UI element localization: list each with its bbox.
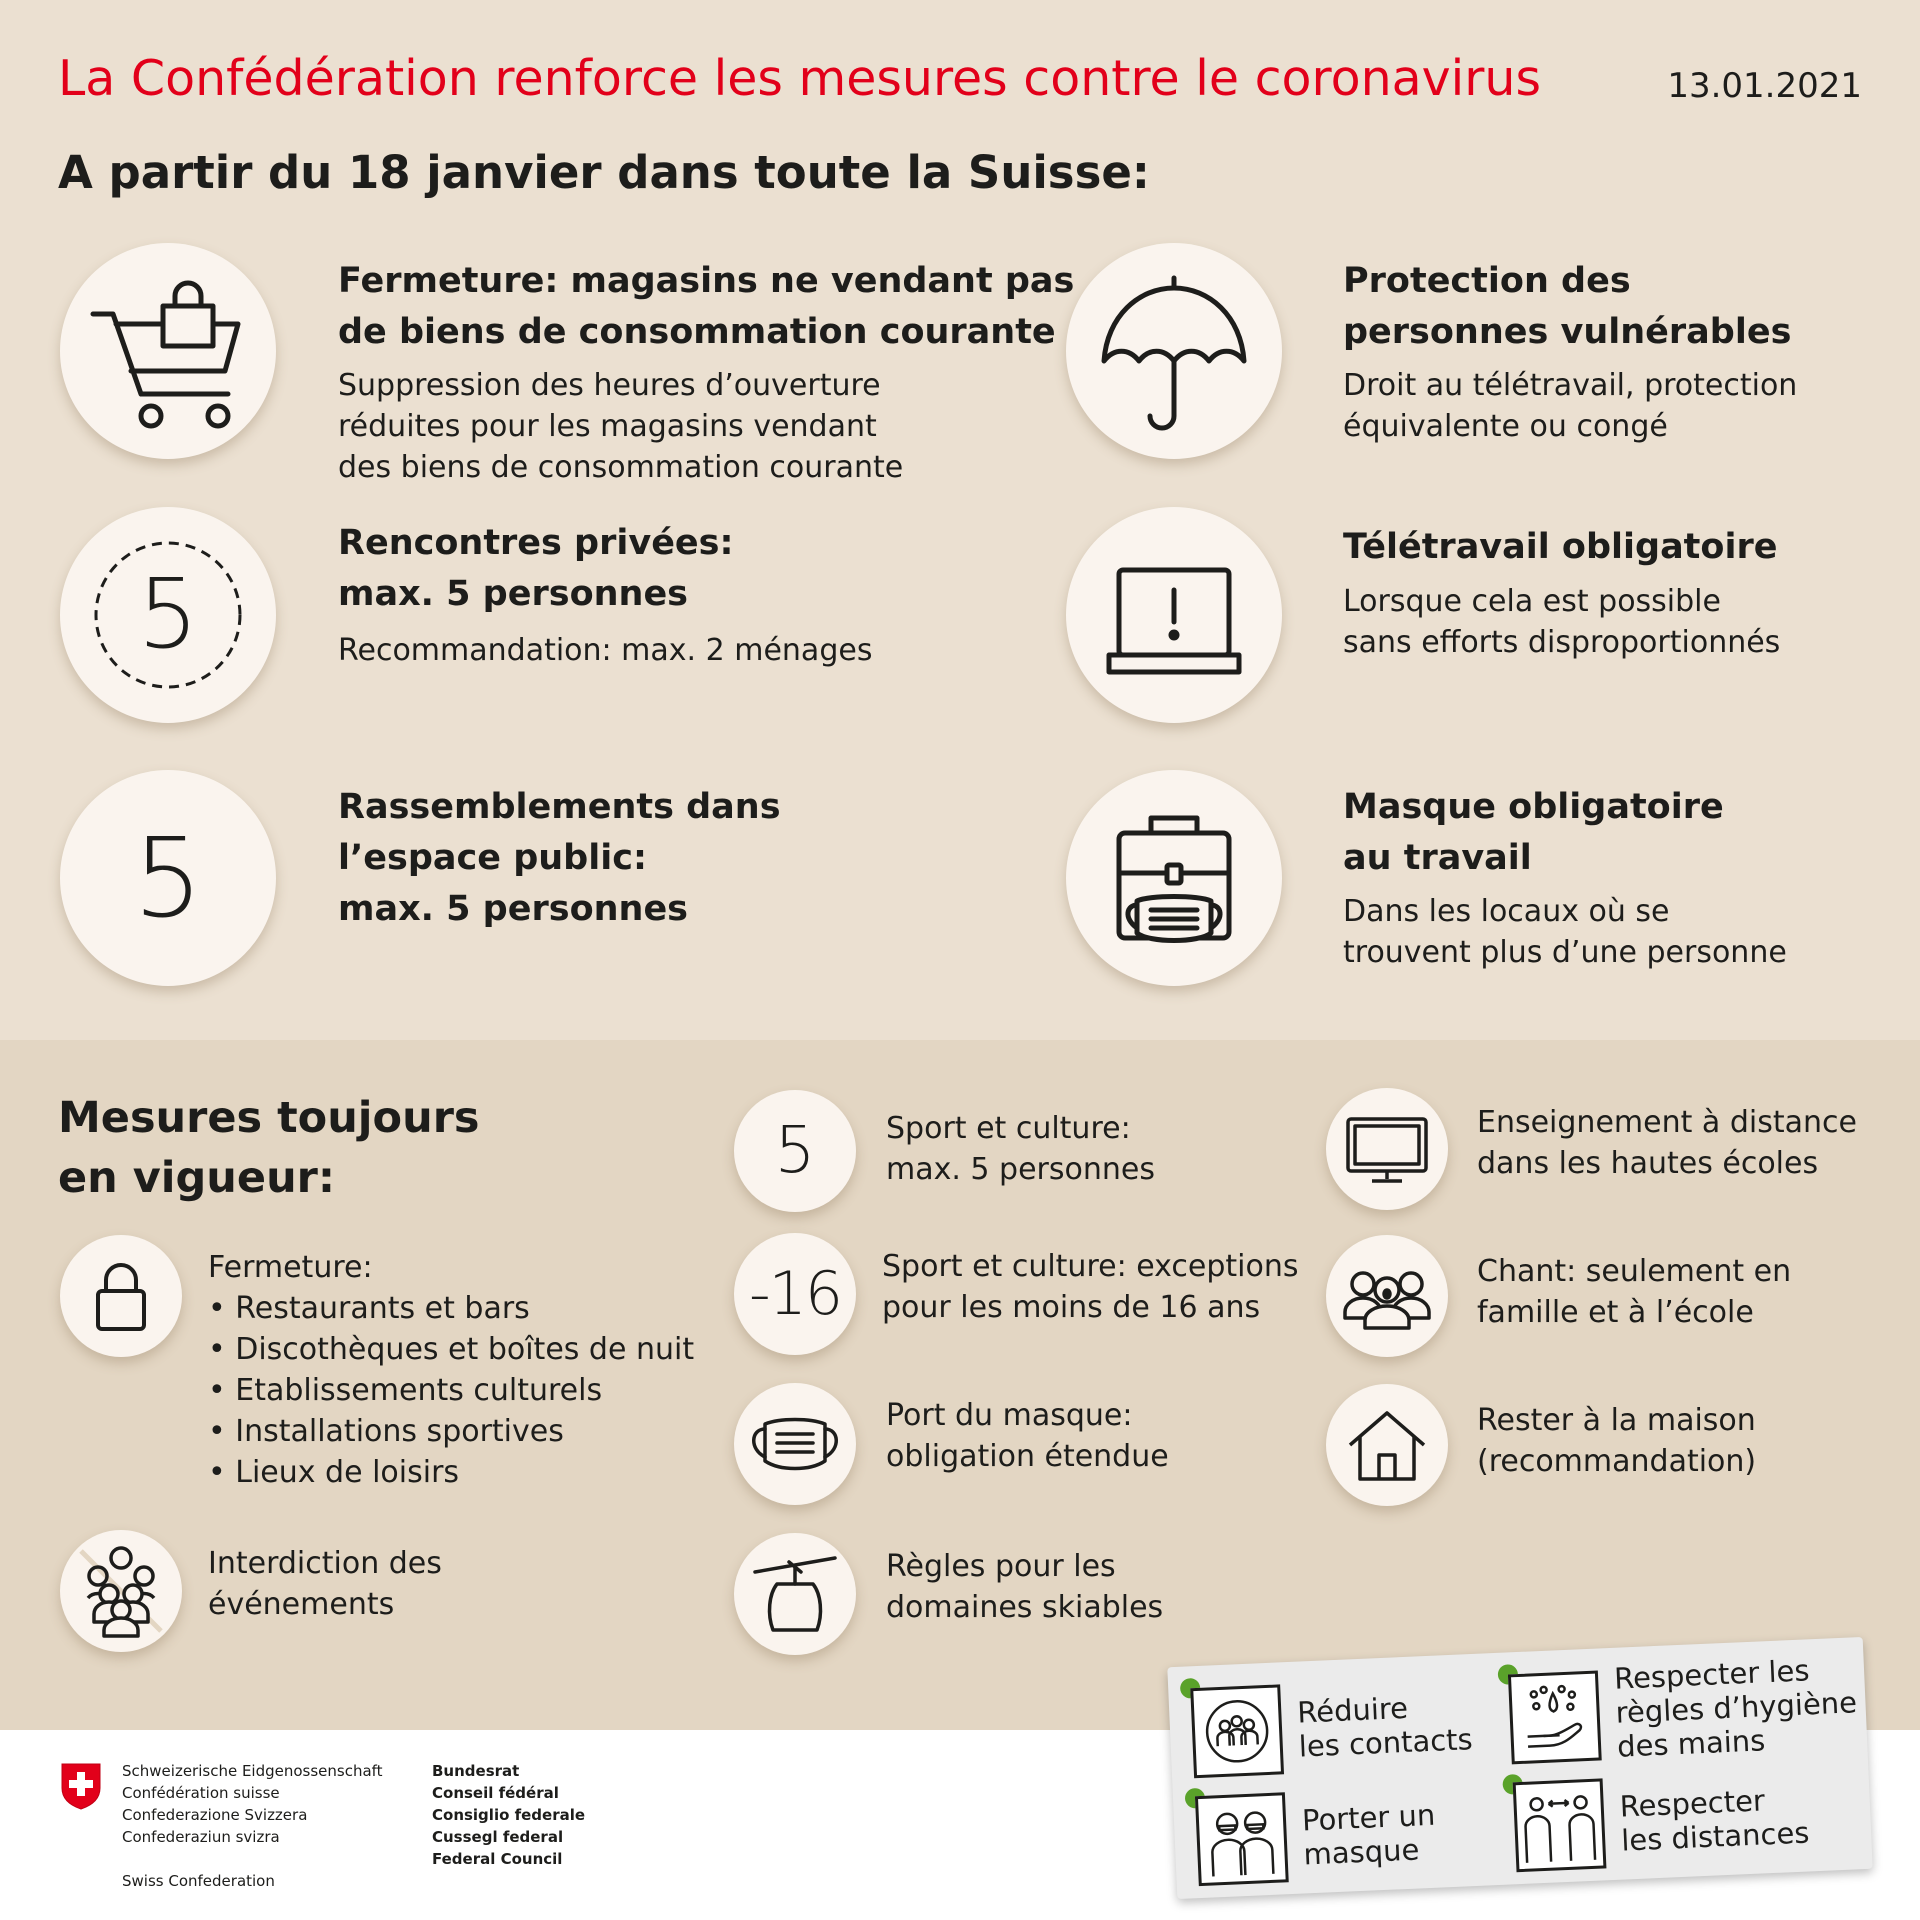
measure-homeoffice-title: Télétravail obligatoire: [1343, 527, 1778, 567]
face-mask-icon: [734, 1383, 856, 1505]
sport-text: Sport et culture: max. 5 personnes: [886, 1111, 1155, 1187]
org-english: Swiss Confederation: [122, 1872, 275, 1890]
measure-shops-desc: Suppression des heures d’ouverture réduites pour les magasins vendant des biens de consommation courante: [338, 368, 904, 485]
number-five-icon: 5: [734, 1090, 856, 1212]
swiss-coat-of-arms-icon: [60, 1762, 102, 1810]
measure-mask-work-title: Masque obligatoire au travail: [1343, 787, 1724, 878]
measure-vulnerable-desc: Droit au télétravail, protection équivalente ou congé: [1343, 368, 1798, 444]
org-names: Schweizerische Eidgenossenschaft Confédération suisse Confederazione Svizzera Confederaziun svizra: [122, 1762, 383, 1846]
shopping-cart-lock-icon: [60, 243, 276, 459]
reduce-contacts-text: Réduire les contacts: [1296, 1690, 1474, 1764]
wear-mask-icon: [1195, 1792, 1289, 1886]
page-subtitle: A partir du 18 janvier dans toute la Suisse:: [58, 146, 1150, 199]
umbrella-icon: [1066, 243, 1282, 459]
hand-hygiene-icon: [1508, 1671, 1602, 1765]
page-title: La Confédération renforce les mesures contre le coronavirus: [58, 50, 1541, 107]
events-text: Interdiction des événements: [208, 1546, 442, 1622]
measure-gatherings-title: Rassemblements dans l’espace public: max. 5 personnes: [338, 787, 781, 929]
keep-distance-text: Respecter les distances: [1619, 1783, 1811, 1858]
singing-group-icon: [1326, 1235, 1448, 1357]
hand-hygiene-text: Respecter les règles d’hygiène des mains: [1613, 1653, 1858, 1764]
house-icon: [1326, 1384, 1448, 1506]
under16-text: Sport et culture: exceptions pour les moins de 16 ans: [882, 1249, 1299, 1325]
list-item: • Installations sportives: [208, 1411, 694, 1452]
number-five-icon: 5: [60, 770, 276, 986]
council-names: Bundesrat Conseil fédéral Consiglio federale Cussegl federal Federal Council: [432, 1762, 586, 1868]
gondola-icon: [734, 1533, 856, 1655]
wear-mask-text: Porter un masque: [1301, 1797, 1436, 1872]
list-item: • Discothèques et boîtes de nuit: [208, 1329, 694, 1370]
measure-meetings-desc: Recommandation: max. 2 ménages: [338, 633, 873, 668]
number-five: 5: [137, 558, 199, 670]
laptop-warning-icon: [1066, 507, 1282, 723]
singing-text: Chant: seulement en famille et à l’école: [1477, 1254, 1792, 1330]
briefcase-mask-icon: [1066, 770, 1282, 986]
measure-vulnerable-title: Protection des personnes vulnérables: [1343, 261, 1792, 352]
measure-mask-work-desc: Dans les locaux où se trouvent plus d’une personne: [1343, 894, 1787, 970]
hygiene-reminder-card: [1167, 1637, 1872, 1899]
minus-sixteen-icon: -16: [734, 1233, 856, 1355]
list-item: • Restaurants et bars: [208, 1288, 694, 1329]
padlock-icon: [60, 1235, 182, 1357]
measure-meetings-title: Rencontres privées: max. 5 personnes: [338, 523, 734, 614]
existing-measures-title: Mesures toujours en vigueur:: [58, 1093, 480, 1203]
page-date: 13.01.2021: [1667, 66, 1862, 106]
ski-text: Règles pour les domaines skiables: [886, 1549, 1164, 1625]
monitor-icon: [1326, 1088, 1448, 1210]
list-item: • Etablissements culturels: [208, 1370, 694, 1411]
mask-text: Port du masque: obligation étendue: [886, 1398, 1169, 1474]
home-text: Rester à la maison (recommandation): [1477, 1403, 1757, 1479]
reduce-contacts-icon: [1190, 1684, 1284, 1778]
crowd-crossed-icon: [60, 1530, 182, 1652]
dashed-circle-five-icon: [60, 507, 276, 723]
keep-distance-icon: [1513, 1778, 1607, 1872]
list-item: • Lieux de loisirs: [208, 1452, 694, 1493]
closure-list: Fermeture: • Restaurants et bars • Discothèques et boîtes de nuit • Etablissements culturels • Installations sportives • Lieux de loisirs: [208, 1247, 694, 1493]
measure-shops-title: Fermeture: magasins ne vendant pas de biens de consommation courante: [338, 261, 1075, 352]
distance-learning-text: Enseignement à distance dans les hautes écoles: [1477, 1105, 1857, 1181]
measure-homeoffice-desc: Lorsque cela est possible sans efforts disproportionnés: [1343, 584, 1781, 660]
